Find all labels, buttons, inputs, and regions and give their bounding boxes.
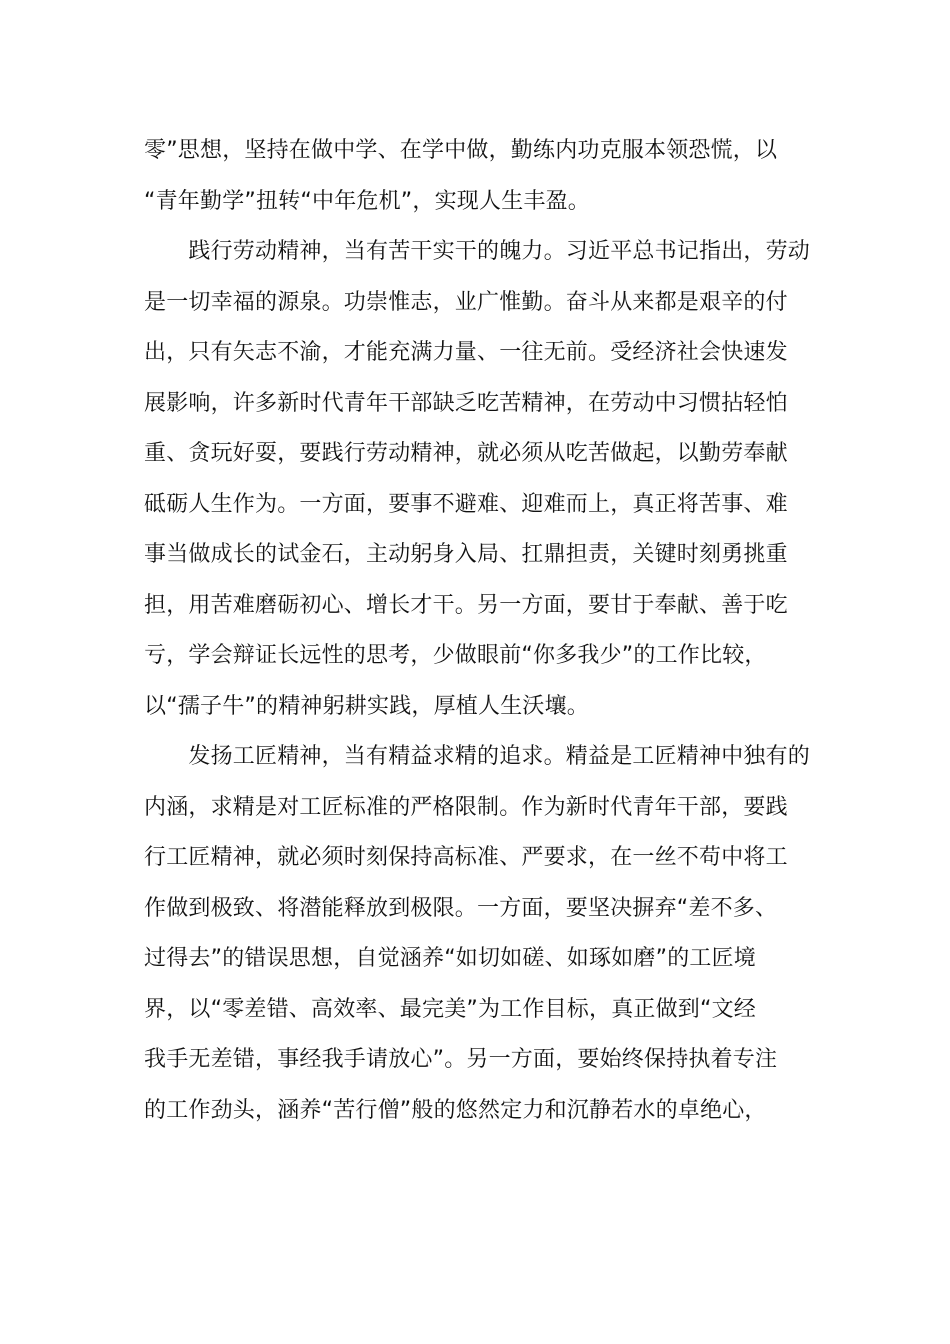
text-line: 零”思想，坚持在做中学、在学中做，勤练内功克服本领恐慌，以 bbox=[144, 138, 778, 163]
text-line: 作做到极致、将潜能释放到极限。一方面，要坚决摒弃“差不多、 bbox=[144, 895, 778, 921]
text-line: 发扬工匠精神，当有精益求精的追求。精益是工匠精神中独有的 bbox=[144, 744, 811, 769]
text-line: 事当做成长的试金石，主动躬身入局、扛鼎担责，关键时刻勇挑重 bbox=[144, 542, 788, 567]
text-line: 以“孺子牛”的精神躬耕实践，厚植人生沃壤。 bbox=[144, 693, 589, 719]
text-line: 是一切幸福的源泉。功崇惟志，业广惟勤。奋斗从来都是艰辛的付 bbox=[144, 289, 788, 315]
body-text bbox=[144, 129, 811, 1139]
text-line: 行工匠精神，就必须时刻保持高标准、严要求，在一丝不苟中将工 bbox=[144, 845, 788, 870]
text-line: 内涵，求精是对工匠标准的严格限制。作为新时代青年干部，要践 bbox=[144, 794, 788, 820]
text-line: 重、贪玩好耍，要践行劳动精神，就必须从吃苦做起，以勤劳奉献 bbox=[144, 441, 788, 466]
text-line: 的工作劲头，涵养“苦行僧”般的悠然定力和沉静若水的卓绝心， bbox=[144, 1097, 767, 1123]
text-line: 践行劳动精神，当有苦干实干的魄力。习近平总书记指出，劳动 bbox=[144, 239, 811, 264]
text-line: 砥砺人生作为。一方面，要事不避难、迎难而上，真正将苦事、难 bbox=[144, 491, 788, 517]
text-line: 担，用苦难磨砺初心、增长才干。另一方面，要甘于奉献、善于吃 bbox=[144, 592, 788, 618]
text-line: 界，以“零差错、高效率、最完美”为工作目标，真正做到“文经 bbox=[144, 996, 756, 1022]
text-line: 我手无差错，事经我手请放心”。另一方面，要始终保持执着专注 bbox=[144, 1047, 778, 1072]
text-line: 展影响，许多新时代青年干部缺乏吃苦精神，在劳动中习惯拈轻怕 bbox=[144, 390, 788, 416]
text-line: “青年勤学”扭转“中年危机”，实现人生丰盈。 bbox=[144, 188, 590, 214]
text-line: 过得去”的错误思想，自觉涵养“如切如磋、如琢如磨”的工匠境 bbox=[144, 946, 756, 971]
text-line: 亏，学会辩证长远性的思考，少做眼前“你多我少”的工作比较， bbox=[144, 643, 767, 668]
text-line: 出，只有矢志不渝，才能充满力量、一往无前。受经济社会快速发 bbox=[144, 340, 788, 365]
